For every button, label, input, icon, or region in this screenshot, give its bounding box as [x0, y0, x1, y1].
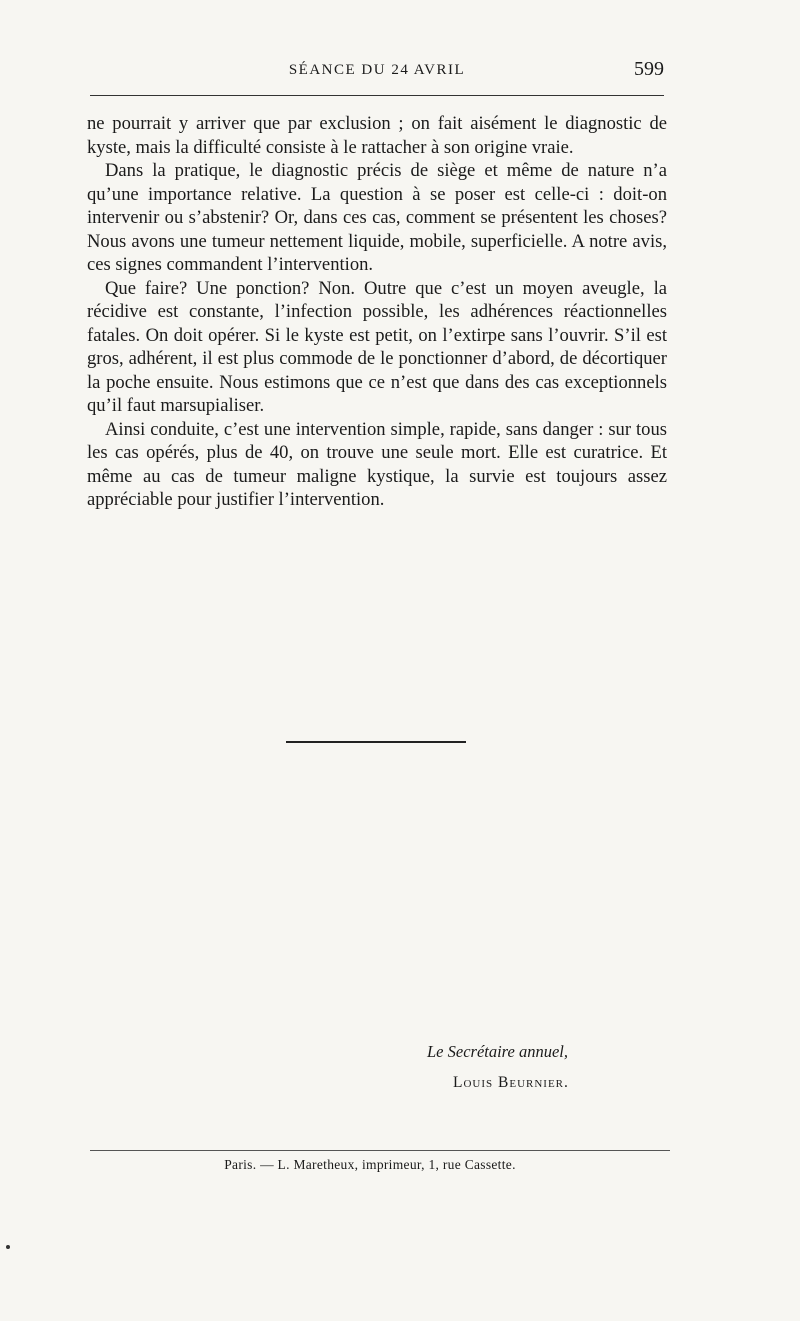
paragraph-2: Dans la pratique, le diagnostic précis de siège et même de nature n’a qu’une importance relative. La question à se poser est celle-ci : doit-on intervenir ou s’abstenir? Or, dans ces cas, comment se présentent les choses? Nous avons une tumeur nettement liquide, mobile, superficielle. A notre avis, ces signes commandent l’intervention.: [87, 160, 667, 275]
paper-speck: [6, 1245, 10, 1249]
paragraph-1: ne pourrait y arriver que par exclusion ; on fait aisément le diagnostic de kyste, mais la difficulté consiste à le rattacher à son origine vraie.: [87, 113, 667, 158]
body-text: [87, 112, 667, 512]
section-end-rule: [286, 741, 466, 743]
page-number: 599: [634, 58, 664, 80]
signature-block: [425, 1042, 685, 1092]
footer-rule: [90, 1150, 670, 1151]
signature-role: Le Secrétaire annuel,: [427, 1042, 568, 1061]
running-head: [90, 58, 664, 86]
running-title: SÉANCE DU 24 AVRIL: [288, 62, 466, 78]
header-rule: [90, 95, 664, 96]
paragraph-4: Ainsi conduite, c’est une intervention simple, rapide, sans danger : sur tous les cas opérés, plus de 40, on trouve une seule mort. Elle est curatrice. Et même au cas de tumeur maligne kystique, la survie est toujours assez appréciable pour justifier l’intervention.: [87, 418, 667, 510]
paragraph-3: Que faire? Une ponction? Non. Outre que c’est un moyen aveugle, la récidive est constante, l’infection possible, les adhérences réactionnelles fatales. On doit opérer. Si le kyste est petit, on l’extirpe sans l’ouvrir. S’il est gros, adhérent, il est plus commode de le ponctionner d’abord, de décortiquer la poche ensuite. Nous estimons que ce n’est que dans des cas exceptionnels qu’il faut marsupialiser.: [87, 277, 667, 416]
signature-name: Louis Beurnier.: [453, 1074, 569, 1091]
printer-imprint: Paris. — L. Maretheux, imprimeur, 1, rue Cassette.: [224, 1157, 516, 1172]
